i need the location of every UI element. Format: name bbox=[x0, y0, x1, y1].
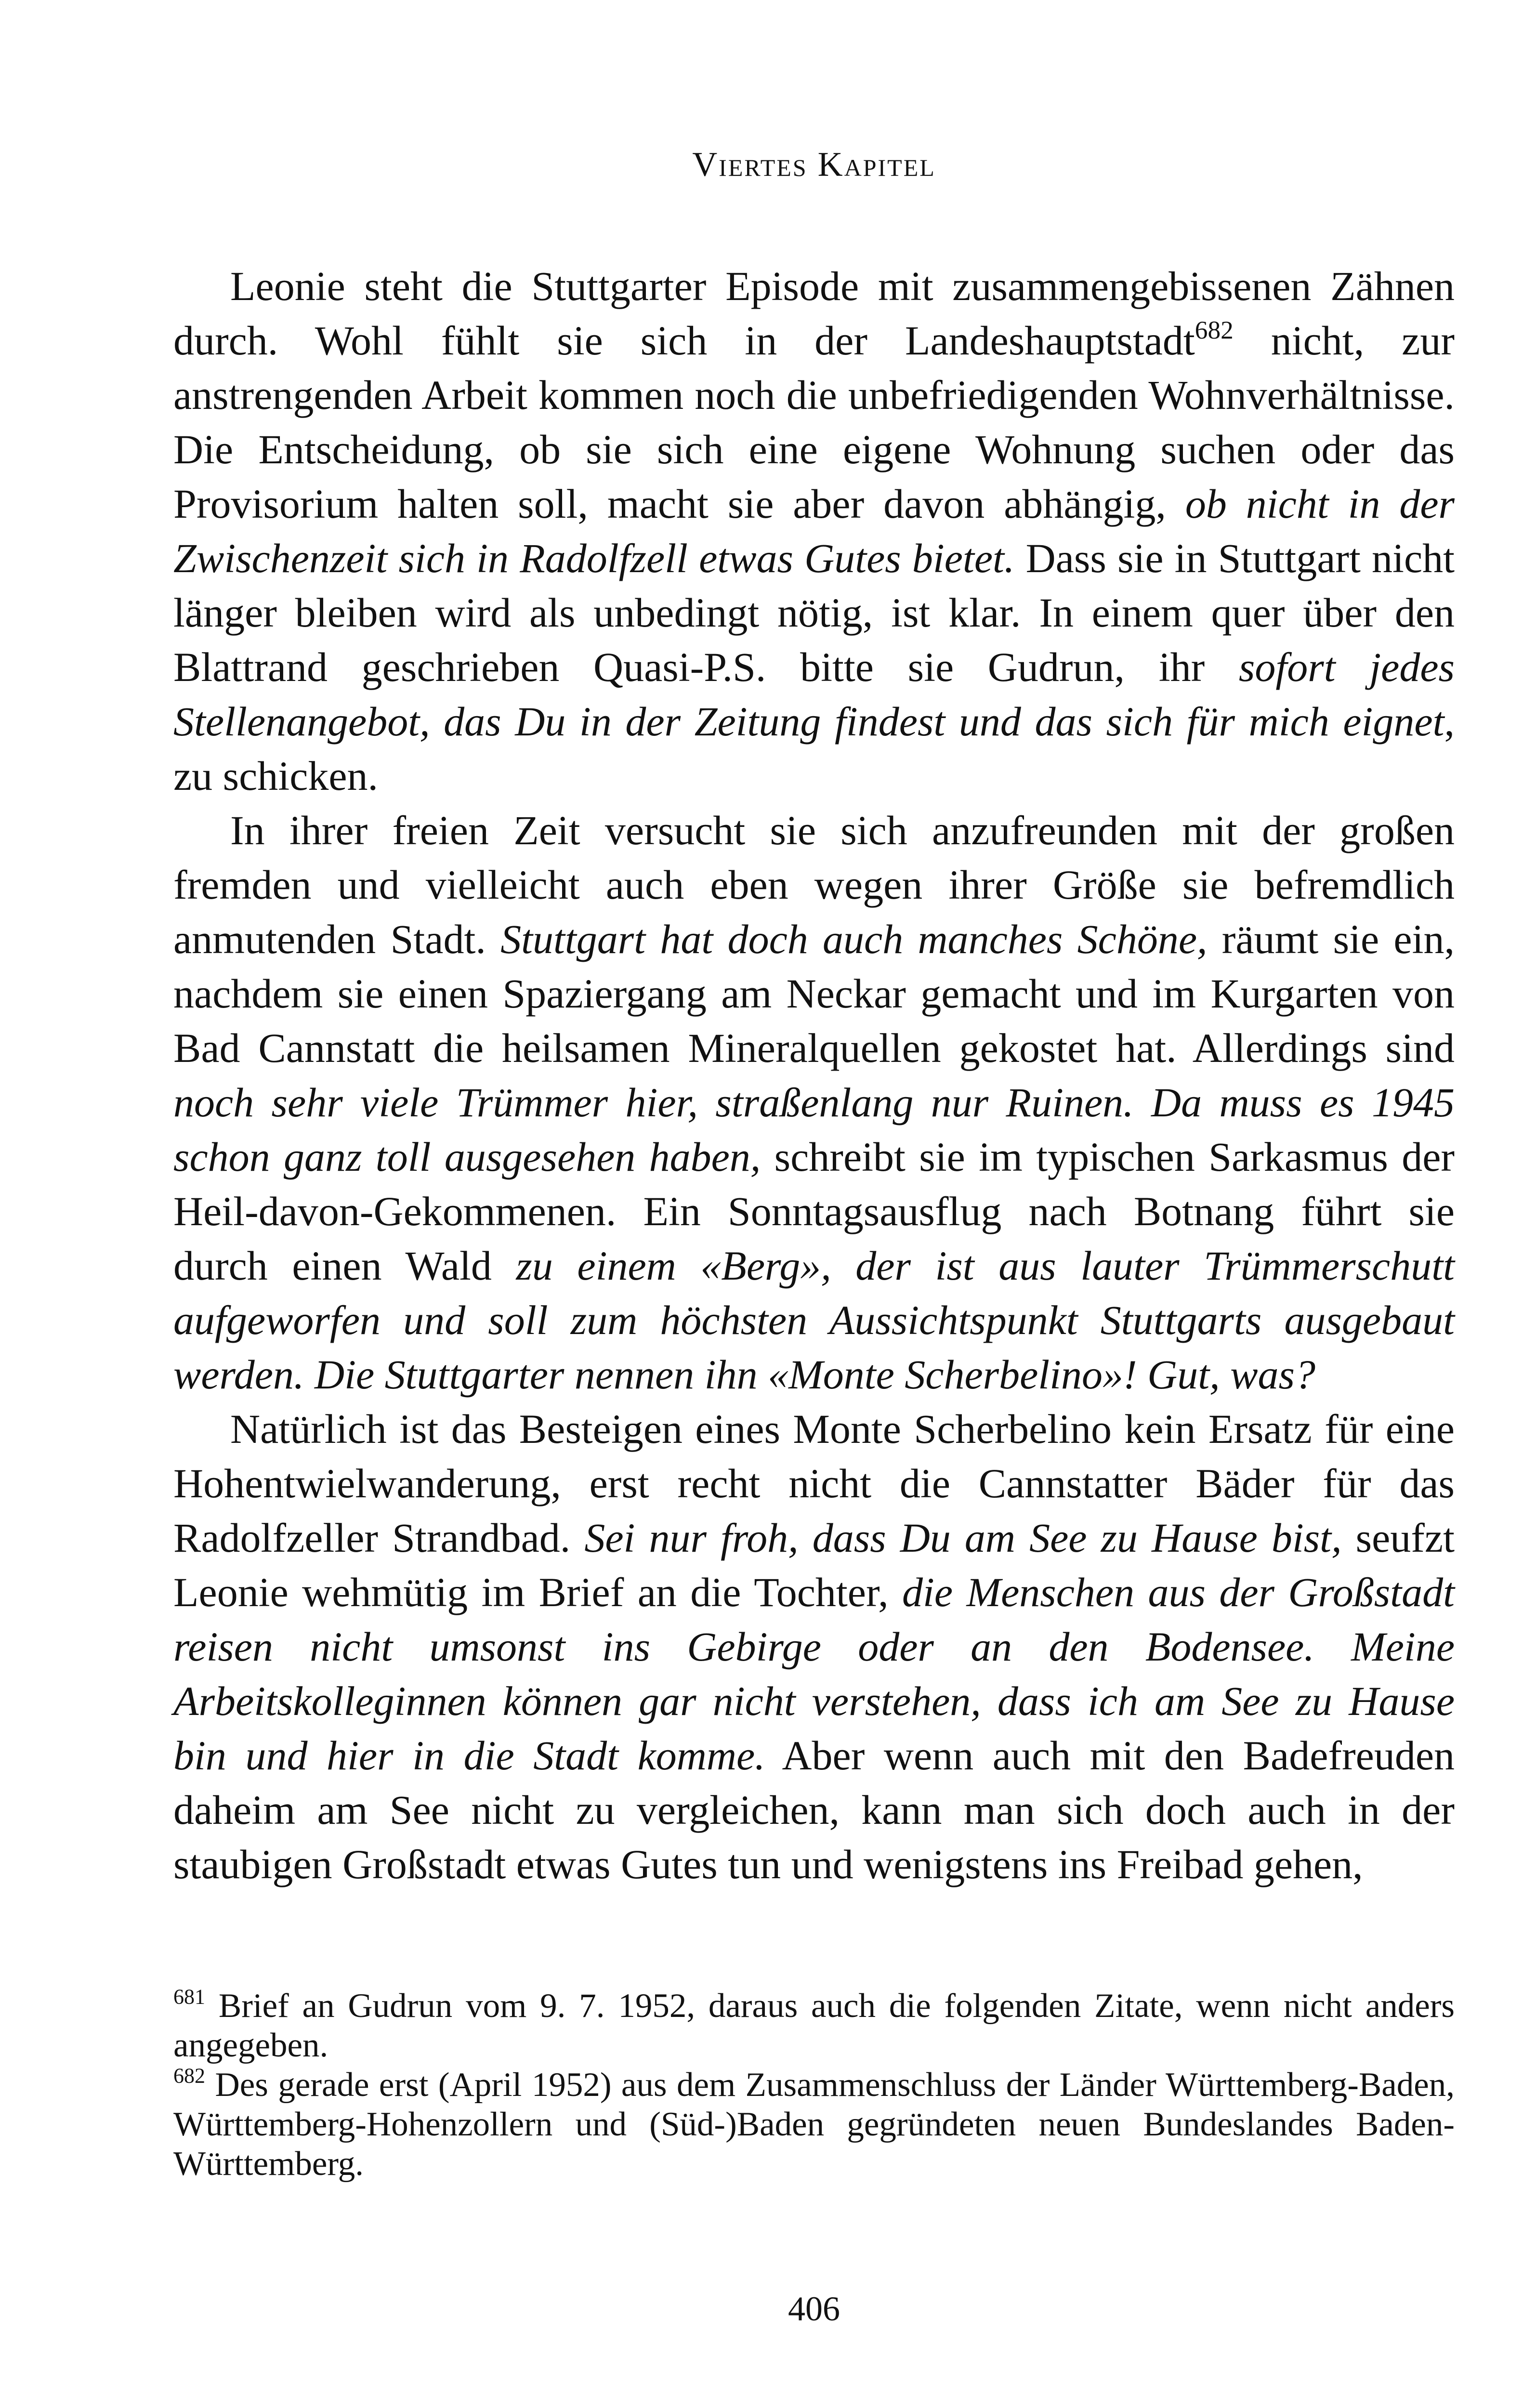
running-head: Viertes Kapitel bbox=[692, 145, 936, 183]
quoted-text: sofort jedes Stellenangebot, das Du in der Zeitung findest und das sich für mich eignet bbox=[173, 644, 1455, 745]
text-run: schreibt sie im typischen Sarkasmus der Heil-davon-Gekommenen. Ein Sonntagsausflug nach Botnang führt sie durch einen Wald bbox=[173, 1134, 1455, 1289]
quoted-text: noch sehr viele Trümmer hier, straßenlang nur Ruinen. Da muss es 1945 schon ganz toll ausgesehen haben, bbox=[173, 1079, 1455, 1180]
footnote-text: Des gerade erst (April 1952) aus dem Zusammenschluss der Länder Württemberg-Baden, Württemberg-Hohenzollern und (Süd-)Baden gegründeten neuen Bundeslandes Baden-Württemberg. bbox=[173, 2066, 1455, 2183]
footnote-682 bbox=[173, 2065, 1455, 2184]
footnote-number: 681 bbox=[173, 1985, 206, 2009]
text-run: seufzt Leonie wehmütig im Brief an die Tochter, bbox=[173, 1515, 1455, 1615]
paragraph-3 bbox=[173, 1402, 1455, 1892]
text-run: nicht, zur anstrengenden Arbeit kommen noch die unbefriedigenden Wohnverhältnisse. Die Entscheidung, ob sie sich eine eigene Wohnung suchen oder das Provisorium halten soll, macht sie aber davon abhängig, bbox=[173, 317, 1455, 527]
quoted-text: Stuttgart hat doch auch manches Schöne, bbox=[500, 916, 1208, 962]
quoted-text: Sei nur froh, dass Du am See zu Hause bist, bbox=[584, 1515, 1342, 1561]
text-run: In ihrer freien Zeit versucht sie sich anzufreunden mit der großen fremden und vielleicht auch eben wegen ihrer Größe sie befremdlich anmutenden Stadt. bbox=[173, 807, 1455, 962]
paragraph-2 bbox=[173, 803, 1455, 1402]
page-number: 406 bbox=[788, 2290, 840, 2328]
text-run: Natürlich ist das Besteigen eines Monte Scherbelino kein Ersatz für eine Hohentwielwanderung, erst recht nicht die Cannstatter Bäder für das Radolfzeller Strandbad. bbox=[173, 1406, 1455, 1561]
footnote-text: Brief an Gudrun vom 9. 7. 1952, daraus auch die folgenden Zitate, wenn nicht anders angegeben. bbox=[173, 1987, 1455, 2064]
text-run: Aber wenn auch mit den Badefreuden daheim am See nicht zu vergleichen, kann man sich doch auch in der staubigen Großstadt etwas Gutes tun und wenigstens ins Freibad gehen, bbox=[173, 1732, 1455, 1887]
paragraph-1 bbox=[173, 259, 1455, 803]
quoted-text: die Menschen aus der Großstadt reisen nicht umsonst ins Gebirge oder an den Bodensee. Meine Arbeitskolleginnen können gar nicht verstehen, dass ich am See zu Hause bin und hier in die Stadt komme. bbox=[173, 1569, 1455, 1779]
footnote-681 bbox=[173, 1986, 1455, 2065]
text-run: Leonie steht die Stuttgarter Episode mit zusammengebissenen Zähnen durch. Wohl fühlt sie sich in der Landeshauptstadt bbox=[173, 263, 1455, 364]
footnotes bbox=[173, 1986, 1455, 2184]
text-run: , zu schicken. bbox=[173, 698, 1455, 799]
quoted-text: zu einem «Berg», der ist aus lauter Trümmerschutt aufgeworfen und soll zum höchsten Aussichtspunkt Stuttgarts ausgebaut werden. Die Stuttgarter nennen ihn «Monte Scherbelino»! Gut, was? bbox=[173, 1243, 1455, 1398]
text-run: Dass sie in Stuttgart nicht länger bleiben wird als unbedingt nötig, ist klar. In einem quer über den Blattrand geschrieben Quasi-P.S. bitte sie Gudrun, ihr bbox=[173, 535, 1455, 690]
quoted-text: ob nicht in der Zwischenzeit sich in Radolfzell etwas Gutes bietet. bbox=[173, 481, 1455, 581]
body-text bbox=[173, 259, 1455, 1892]
footnote-reference: 682 bbox=[1195, 315, 1234, 344]
footnote-number: 682 bbox=[173, 2064, 206, 2088]
text-run: räumt sie ein, nachdem sie einen Spaziergang am Neckar gemacht und im Kurgarten von Bad Cannstatt die heilsamen Mineralquellen gekostet hat. Allerdings sind bbox=[173, 916, 1455, 1071]
